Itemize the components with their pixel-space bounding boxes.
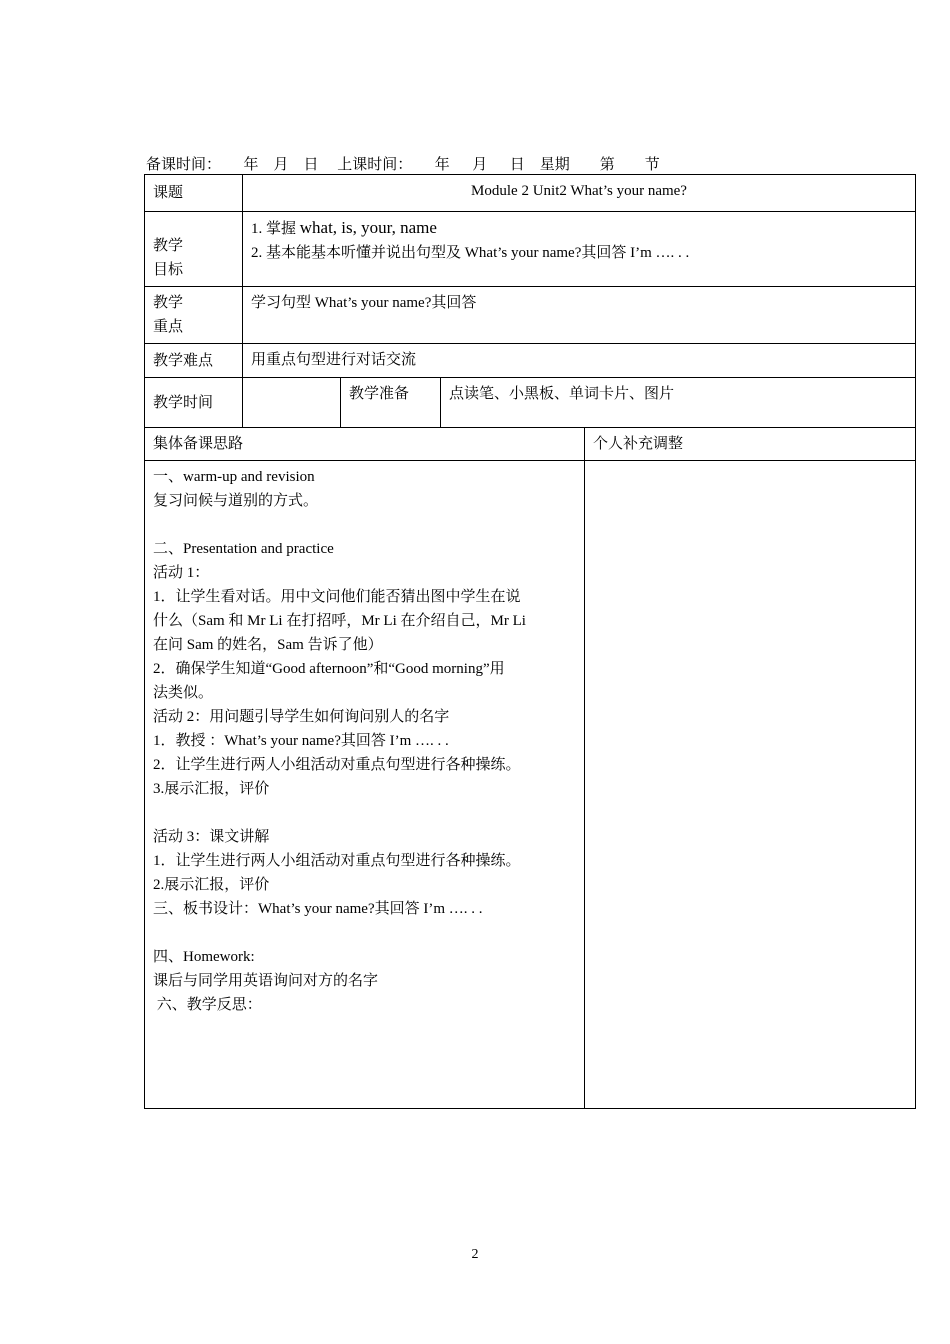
plan-line: 2．确保学生知道“Good afternoon”和“Good morning”用 <box>153 661 505 677</box>
plan-line: 三、板书设计：What’s your name?其回答 I’m …. . . <box>153 901 483 917</box>
plan-line: 2.展示汇报，评价 <box>153 877 270 893</box>
goal-row <box>145 212 916 287</box>
plan-line: 1．让学生看对话。用中文问他们能否猜出图中学生在说 <box>153 589 521 605</box>
goal-line1-prefix: 1. 掌握 <box>251 221 300 237</box>
plan-body <box>153 465 576 1017</box>
plan-line: 在问 Sam 的姓名，Sam 告诉了他） <box>153 637 383 653</box>
goal-value <box>243 212 916 287</box>
plan-line: 一、warm-up and revision <box>153 469 315 485</box>
key-value: 学习句型 What’s your name?其回答 <box>243 287 916 344</box>
plan-line: 课后与同学用英语询问对方的名字 <box>153 973 379 989</box>
page-number: 2 <box>471 1247 479 1262</box>
plan-line: 什么（Sam 和 Mr Li 在打招呼，Mr Li 在介绍自己，Mr Li <box>153 613 526 629</box>
plan-line: 复习问候与道别的方式。 <box>153 493 319 509</box>
collective-content <box>145 461 585 1109</box>
time-value <box>243 378 341 428</box>
content-row <box>145 461 916 1109</box>
plan-line: 活动 3：课文讲解 <box>153 829 270 845</box>
prep-label: 教学准备 <box>341 378 441 428</box>
goal-label: 教学 目标 <box>145 212 243 287</box>
plan-line: 2．让学生进行两人小组活动对重点句型进行各种操练。 <box>153 757 521 773</box>
plan-line <box>153 921 576 945</box>
plan-line: 六、教学反思： <box>153 997 262 1013</box>
personal-label: 个人补充调整 <box>585 428 916 461</box>
goal-line1-words: what, is, your, name <box>299 218 437 237</box>
goal-line2: 2. 基本能基本听懂并说出句型及 What’s your name?其回答 I’m …. . . <box>251 245 690 261</box>
plan-line: 活动 1： <box>153 565 210 581</box>
topic-row <box>145 175 916 212</box>
plan-line <box>153 513 576 537</box>
difficulty-row <box>145 344 916 378</box>
collective-label: 集体备课思路 <box>145 428 585 461</box>
topic-label: 课题 <box>145 175 243 212</box>
key-row <box>145 287 916 344</box>
plan-line: 四、Homework: <box>153 949 255 965</box>
schedule-header: 备课时间： 年 月 日 上课时间： 年 月 日 星期 第 节 <box>146 157 660 173</box>
lesson-plan-table <box>144 174 916 1109</box>
plan-line: 法类似。 <box>153 685 214 701</box>
plan-line <box>153 801 576 825</box>
plan-line: 1．教授 ：What’s your name?其回答 I’m …. . . <box>153 733 449 749</box>
key-label: 教学 重点 <box>145 287 243 344</box>
difficulty-label: 教学难点 <box>145 344 243 378</box>
plan-line: 活动 2：用问题引导学生如何询问别人的名字 <box>153 709 450 725</box>
topic-value: Module 2 Unit2 What’s your name? <box>243 175 916 212</box>
time-label: 教学时间 <box>145 378 243 428</box>
time-prep-row <box>145 378 916 428</box>
personal-content <box>585 461 916 1109</box>
section-header-row <box>145 428 916 461</box>
plan-line: 3.展示汇报，评价 <box>153 781 270 797</box>
plan-line: 1．让学生进行两人小组活动对重点句型进行各种操练。 <box>153 853 521 869</box>
prep-value: 点读笔、小黑板、单词卡片、图片 <box>441 378 916 428</box>
plan-line: 二、Presentation and practice <box>153 541 334 557</box>
difficulty-value: 用重点句型进行对话交流 <box>243 344 916 378</box>
